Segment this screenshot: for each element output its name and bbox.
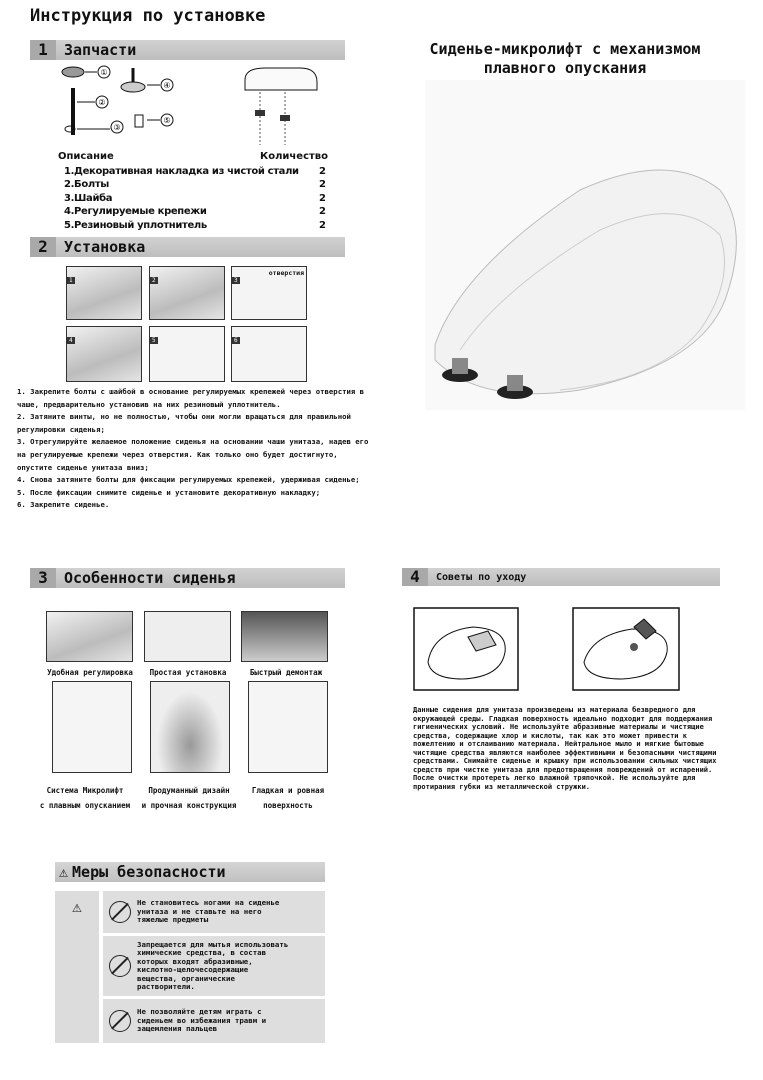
- quantity-header: Количество: [260, 151, 328, 162]
- step: 2. Затяните винты, но не полностью, чтобы они могли вращаться для правильной регулировки сиденья;: [17, 412, 351, 434]
- care-illustration-cleaner: [572, 607, 680, 691]
- product-headline: [395, 40, 735, 78]
- callout-4: ④: [163, 81, 171, 90]
- callout-2: ②: [98, 98, 106, 107]
- seat-product-image: [420, 150, 750, 420]
- headline-line-2: плавного опускания: [483, 59, 647, 77]
- section-label: Запчасти: [64, 41, 137, 59]
- section-header-safety: [55, 862, 325, 882]
- part-row: [64, 179, 326, 193]
- prohibited-icon: [109, 1010, 131, 1032]
- section-number: 3: [30, 568, 56, 588]
- photo-number: 3: [234, 277, 238, 284]
- callout-5: ⑤: [163, 116, 171, 125]
- section-label: Меры безопасности: [72, 863, 226, 881]
- feature-caption: Удобная регулировка: [47, 668, 133, 677]
- feature-photo-design: [150, 681, 230, 773]
- photo-number: 1: [69, 277, 73, 284]
- part-qty: 2: [319, 206, 326, 217]
- photo-number: 4: [69, 337, 73, 344]
- step: 3. Отрегулируйте желаемое положение сиденья на основании чаши унитаза, надев его на регулируемые крепежи через отверстия. Как только оно будет достигнуто, опустите сиденье унитаза вниз;: [17, 437, 369, 472]
- safety-table: [55, 891, 325, 1043]
- install-photo-6: [231, 326, 307, 382]
- step: 4. Снова затяните болты для фиксации регулируемых крепежей, удерживая сиденье;: [17, 475, 360, 485]
- caption-line: с плавным опусканием: [39, 801, 131, 810]
- section-header-care: [402, 568, 720, 586]
- step: 6. Закрепите сиденье.: [17, 500, 110, 510]
- prohibited-icon: [109, 901, 131, 923]
- part-name: 3.Шайба: [64, 192, 113, 204]
- part-name: 4.Регулируемые крепежи: [64, 206, 207, 217]
- caption-line: Продуманный дизайн: [148, 786, 230, 795]
- section-number: 2: [30, 237, 56, 257]
- installation-steps: [17, 386, 373, 512]
- caption-line: Гладкая и ровная: [251, 786, 325, 795]
- step: 1. Закрепите болты с шайбой в основание регулируемых крепежей через отверстия в чаше, предварительно установив на них резиновый уплотнитель.: [17, 387, 365, 409]
- warning-icon: ⚠: [55, 891, 99, 1043]
- safety-text: Запрещается для мытья использовать химические средства, в состав которых входят абразивные, кислотно-щелочесодержащие вещества, органические растворители.: [137, 939, 289, 991]
- feature-photo-install: [144, 611, 231, 662]
- photo-number: 6: [234, 337, 238, 344]
- photo-number: 2: [152, 277, 156, 284]
- part-name: 1.Декоративная накладка из чистой стали: [64, 165, 299, 177]
- part-qty: 2: [319, 179, 326, 190]
- part-row: [64, 206, 326, 220]
- part-qty: 2: [319, 192, 326, 204]
- part-qty: 2: [319, 165, 326, 177]
- feature-photo-adjust: [46, 611, 133, 662]
- headline-line-1: Сиденье-микролифт с механизмом: [429, 40, 701, 58]
- safety-item: [103, 936, 325, 996]
- section-header-features: [30, 568, 345, 588]
- warning-icon: ⚠: [59, 863, 69, 881]
- install-photo-2: [149, 266, 225, 320]
- caption-line: и прочная конструкция: [141, 801, 237, 810]
- feature-photo-softclose: [52, 681, 132, 773]
- safety-text: Не становитесь ногами на сиденье унитаза и не ставьте на него тяжелые предметы: [137, 898, 280, 925]
- install-photo-3: [231, 266, 307, 320]
- care-illustration-wipe: [413, 607, 519, 691]
- install-photo-1: [66, 266, 142, 320]
- caption-line: поверхность: [263, 801, 313, 810]
- section-number: 4: [402, 568, 428, 586]
- feature-caption: [243, 783, 333, 813]
- section-label: Установка: [64, 238, 146, 256]
- part-qty: 2: [319, 219, 326, 231]
- safety-item: [103, 999, 325, 1043]
- install-photo-5: [149, 326, 225, 382]
- feature-caption: [35, 783, 135, 813]
- callout-3: ③: [113, 123, 121, 132]
- section-label: Советы по уходу: [436, 571, 527, 583]
- photo-number: 5: [152, 337, 156, 344]
- page-title: Инструкция по установке: [30, 6, 266, 26]
- safety-item: [103, 891, 325, 933]
- safety-text: Не позволяйте детям играть с сиденьем во избежания травм и защемления пальцев: [137, 1007, 267, 1034]
- holes-label: отверстия: [268, 269, 304, 277]
- step: 5. После фиксации снимите сиденье и установите декоративную накладку;: [17, 487, 321, 497]
- section-label: Особенности сиденья: [64, 569, 236, 587]
- section-number: 1: [30, 40, 56, 60]
- part-name: 2.Болты: [64, 179, 109, 190]
- parts-list: [58, 151, 328, 233]
- part-name: 5.Резиновый уплотнитель: [64, 219, 207, 231]
- install-photo-4: [66, 326, 142, 382]
- description-header: Описание: [58, 151, 114, 162]
- caption-line: Система Микролифт: [46, 786, 124, 795]
- feature-photo-surface: [248, 681, 328, 773]
- section-header-parts: [30, 40, 345, 60]
- feature-photo-removal: [241, 611, 328, 662]
- parts-diagram: [55, 60, 335, 150]
- feature-caption: Простая установка: [149, 668, 227, 677]
- section-header-installation: [30, 237, 345, 257]
- part-row: [64, 166, 326, 180]
- part-row: [64, 220, 326, 234]
- part-row: [64, 193, 326, 207]
- feature-caption: Быстрый демонтаж: [249, 668, 323, 677]
- callout-1: ①: [100, 68, 108, 77]
- care-text: Данные сидения для унитаза произведены из материала безвредного для окружающей среды. Гладкая поверхность идеально подходит для поддержания гигиенических условий. Не используйте абразивные материалы и чистящие средства, содержащие хлор и кислоты, так как это может привести к пожелтению и отслаиванию материала. Нейтральное мыло и мягкие бытовые чистящие средства являются наиболее эффективными и безопасными чистящими средствами. Снимайте сиденье и крышку при использовании сильных чистящих средств при чистке унитаза для предотвращения повреждений от испарений. После очистки протереть легко влажной тряпочкой. Не используйте для протирания губки из металлической стружки.: [413, 706, 717, 791]
- feature-caption: [139, 783, 239, 813]
- prohibited-icon: [109, 955, 131, 977]
